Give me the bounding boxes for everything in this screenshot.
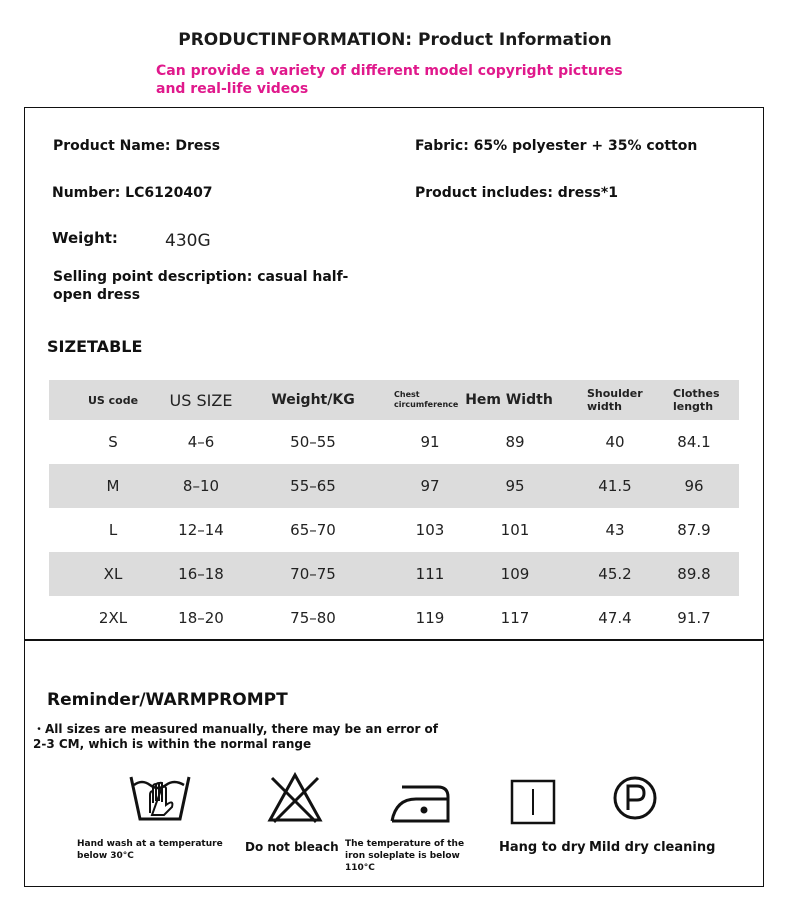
- cell-shoulder: 47.4: [598, 609, 632, 627]
- reminder-note: ・All sizes are measured manually, there may be an error of 2-3 CM, which is within the normal range: [33, 722, 439, 751]
- table-row: [49, 420, 739, 464]
- hang-dry-icon: [510, 779, 556, 825]
- cell-weight: 50–55: [290, 433, 336, 451]
- cell-chest: 111: [415, 565, 445, 583]
- product-name: Product Name: Dress: [53, 138, 221, 154]
- promo-text: Can provide a variety of different model copyright pictures and real-life videos: [156, 63, 623, 97]
- hand-wash-icon: [128, 773, 192, 825]
- hang-dry-label: Hang to dry: [499, 840, 586, 855]
- table-row: [49, 508, 739, 552]
- weight-value: 430G: [165, 231, 211, 251]
- cell-weight: 55–65: [290, 477, 336, 495]
- cell-us-size: 8–10: [182, 477, 220, 495]
- header-chest: Chest circumference: [394, 390, 459, 409]
- cell-shoulder: 40: [605, 433, 625, 451]
- cell-length: 96: [684, 477, 704, 495]
- cell-length: 91.7: [677, 609, 711, 627]
- cell-weight: 70–75: [290, 565, 336, 583]
- cell-hem: 89: [505, 433, 525, 451]
- cell-us-code: XL: [103, 565, 123, 583]
- cell-shoulder: 41.5: [598, 477, 632, 495]
- header-us-size: US SIZE: [169, 390, 233, 410]
- cell-us-size: 4–6: [187, 433, 215, 451]
- cell-weight: 65–70: [290, 521, 336, 539]
- dry-clean-icon: [612, 775, 658, 821]
- cell-hem: 117: [500, 609, 530, 627]
- product-number: Number: LC6120407: [52, 185, 213, 201]
- cell-us-code: 2XL: [98, 609, 128, 627]
- header-weight: Weight/KG: [271, 392, 355, 408]
- cell-us-size: 16–18: [178, 565, 224, 583]
- table-row: [49, 464, 739, 508]
- cell-shoulder: 45.2: [598, 565, 632, 583]
- cell-us-size: 18–20: [178, 609, 224, 627]
- cell-us-code: S: [108, 433, 118, 451]
- header-length: Clothes length: [673, 387, 720, 413]
- cell-chest: 97: [420, 477, 440, 495]
- header-shoulder: Shoulder width: [587, 387, 643, 413]
- cell-hem: 95: [505, 477, 525, 495]
- cell-weight: 75–80: [290, 609, 336, 627]
- cell-us-code: M: [106, 477, 120, 495]
- cell-chest: 91: [420, 433, 440, 451]
- header-hem-width: Hem Width: [465, 392, 553, 408]
- cell-length: 89.8: [677, 565, 711, 583]
- dry-clean-label: Mild dry cleaning: [589, 840, 716, 855]
- table-row: [49, 596, 739, 640]
- cell-length: 87.9: [677, 521, 711, 539]
- cell-us-code: L: [108, 521, 118, 539]
- cell-length: 84.1: [677, 433, 711, 451]
- table-row: [49, 552, 739, 596]
- fabric: Fabric: 65% polyester + 35% cotton: [415, 138, 698, 154]
- cell-us-size: 12–14: [178, 521, 224, 539]
- header-us-code: US code: [87, 393, 139, 407]
- cell-chest: 103: [415, 521, 445, 539]
- hand-wash-label: Hand wash at a temperature below 30°C: [77, 839, 223, 861]
- size-table: [49, 380, 739, 640]
- iron-label: The temperature of the iron soleplate is below 110°C: [345, 839, 465, 873]
- cell-chest: 119: [415, 609, 445, 627]
- cell-shoulder: 43: [605, 521, 625, 539]
- selling-point: Selling point description: casual half-open dress: [53, 269, 349, 303]
- no-bleach-icon: [266, 772, 324, 826]
- reminder-title: Reminder/WARMPROMPT: [47, 690, 288, 710]
- page-title: PRODUCTINFORMATION: Product Information: [178, 30, 612, 50]
- iron-icon: [388, 781, 450, 825]
- cell-hem: 101: [500, 521, 530, 539]
- product-includes: Product includes: dress*1: [415, 185, 618, 201]
- size-table-title: SIZETABLE: [47, 337, 143, 356]
- weight-label: Weight:: [52, 229, 118, 247]
- table-header-row: [49, 380, 739, 420]
- cell-hem: 109: [500, 565, 530, 583]
- no-bleach-label: Do not bleach: [245, 840, 339, 854]
